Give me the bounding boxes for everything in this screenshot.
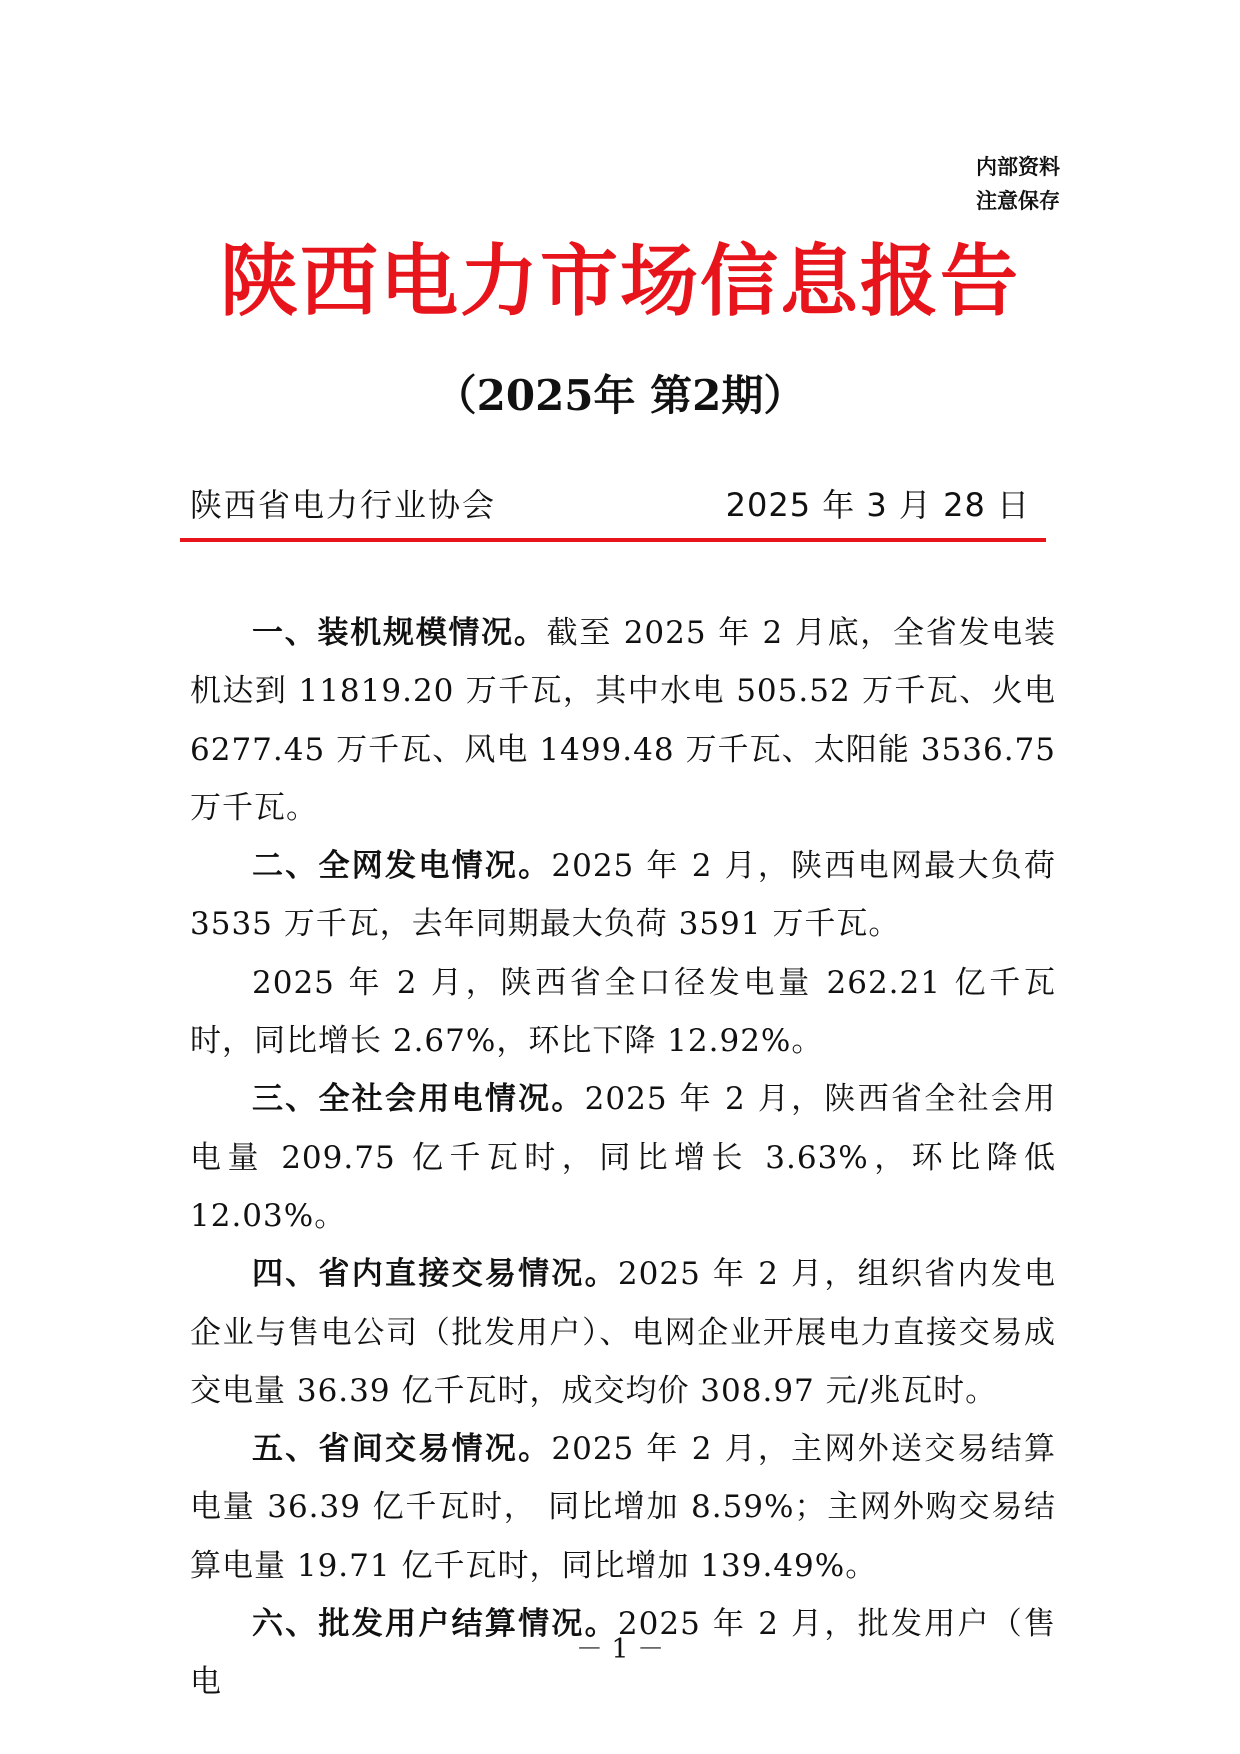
report-title: 陕西电力市场信息报告 (219, 237, 1020, 327)
section-interprovincial-trading (190, 1420, 1056, 1595)
section-heading: 六、批发用户结算情况。 (252, 1606, 618, 1643)
red-divider (180, 538, 1046, 542)
classification-keep: 注意保存 (976, 189, 1060, 213)
page-number: － 1 － (575, 1634, 665, 1665)
section-text: 2025 年 2 月，批发用户（售电 (190, 1606, 1056, 1701)
section-generation-volume (190, 954, 1056, 1071)
section-consumption (190, 1070, 1056, 1245)
section-heading: 三、全社会用电情况。 (252, 1081, 585, 1118)
section-text: 2025 年 2 月，主网外送交易结算电量 36.39 亿千瓦时， 同比增加 8.59%；主网外购交易结算电量 19.71 亿千瓦时，同比增加 139.49%。 (190, 1431, 1057, 1584)
section-heading: 一、装机规模情况。 (252, 615, 547, 651)
section-installed-capacity (190, 604, 1056, 837)
report-body (190, 604, 1056, 1712)
section-heading: 二、全网发电情况。 (252, 848, 552, 885)
section-text: 截至 2025 年 2 月底，全省发电装机达到 11819.20 万千瓦，其中水电 505.52 万千瓦、火电 6277.45 万千瓦、风电 1499.48 万千瓦、太阳能 3536.75 万千瓦。 (190, 615, 1057, 826)
issuer-row (190, 480, 1030, 530)
section-direct-trading (190, 1245, 1056, 1420)
section-text: 2025 年 2 月，陕西电网最大负荷 3535 万千瓦，去年同期最大负荷 3591 万千瓦。 (190, 848, 1057, 943)
section-text: 2025 年 2 月，陕西省全口径发电量 262.21 亿千瓦时，同比增长 2.67%，环比下降 12.92%。 (190, 964, 1056, 1060)
issue-date: 2025 年 3 月 28 日 (725, 486, 1030, 524)
section-heading: 五、省间交易情况。 (252, 1431, 552, 1468)
classification-mark (976, 150, 1060, 218)
section-text: 2025 年 2 月，组织省内发电企业与售电公司（批发用户）、电网企业开展电力直接交易成交电量 36.39 亿千瓦时，成交均价 308.97 元/兆瓦时。 (190, 1256, 1056, 1409)
section-grid-generation (190, 837, 1056, 954)
organization-name: 陕西省电力行业协会 (190, 486, 497, 524)
section-text: 2025 年 2 月，陕西省全社会用电量 209.75 亿千瓦时，同比增长 3.63%，环比降低 12.03%。 (190, 1081, 1057, 1234)
section-heading: 四、省内直接交易情况。 (252, 1256, 618, 1293)
classification-internal: 内部资料 (976, 155, 1060, 179)
issue-number: （2025年 第2期） (434, 371, 806, 420)
